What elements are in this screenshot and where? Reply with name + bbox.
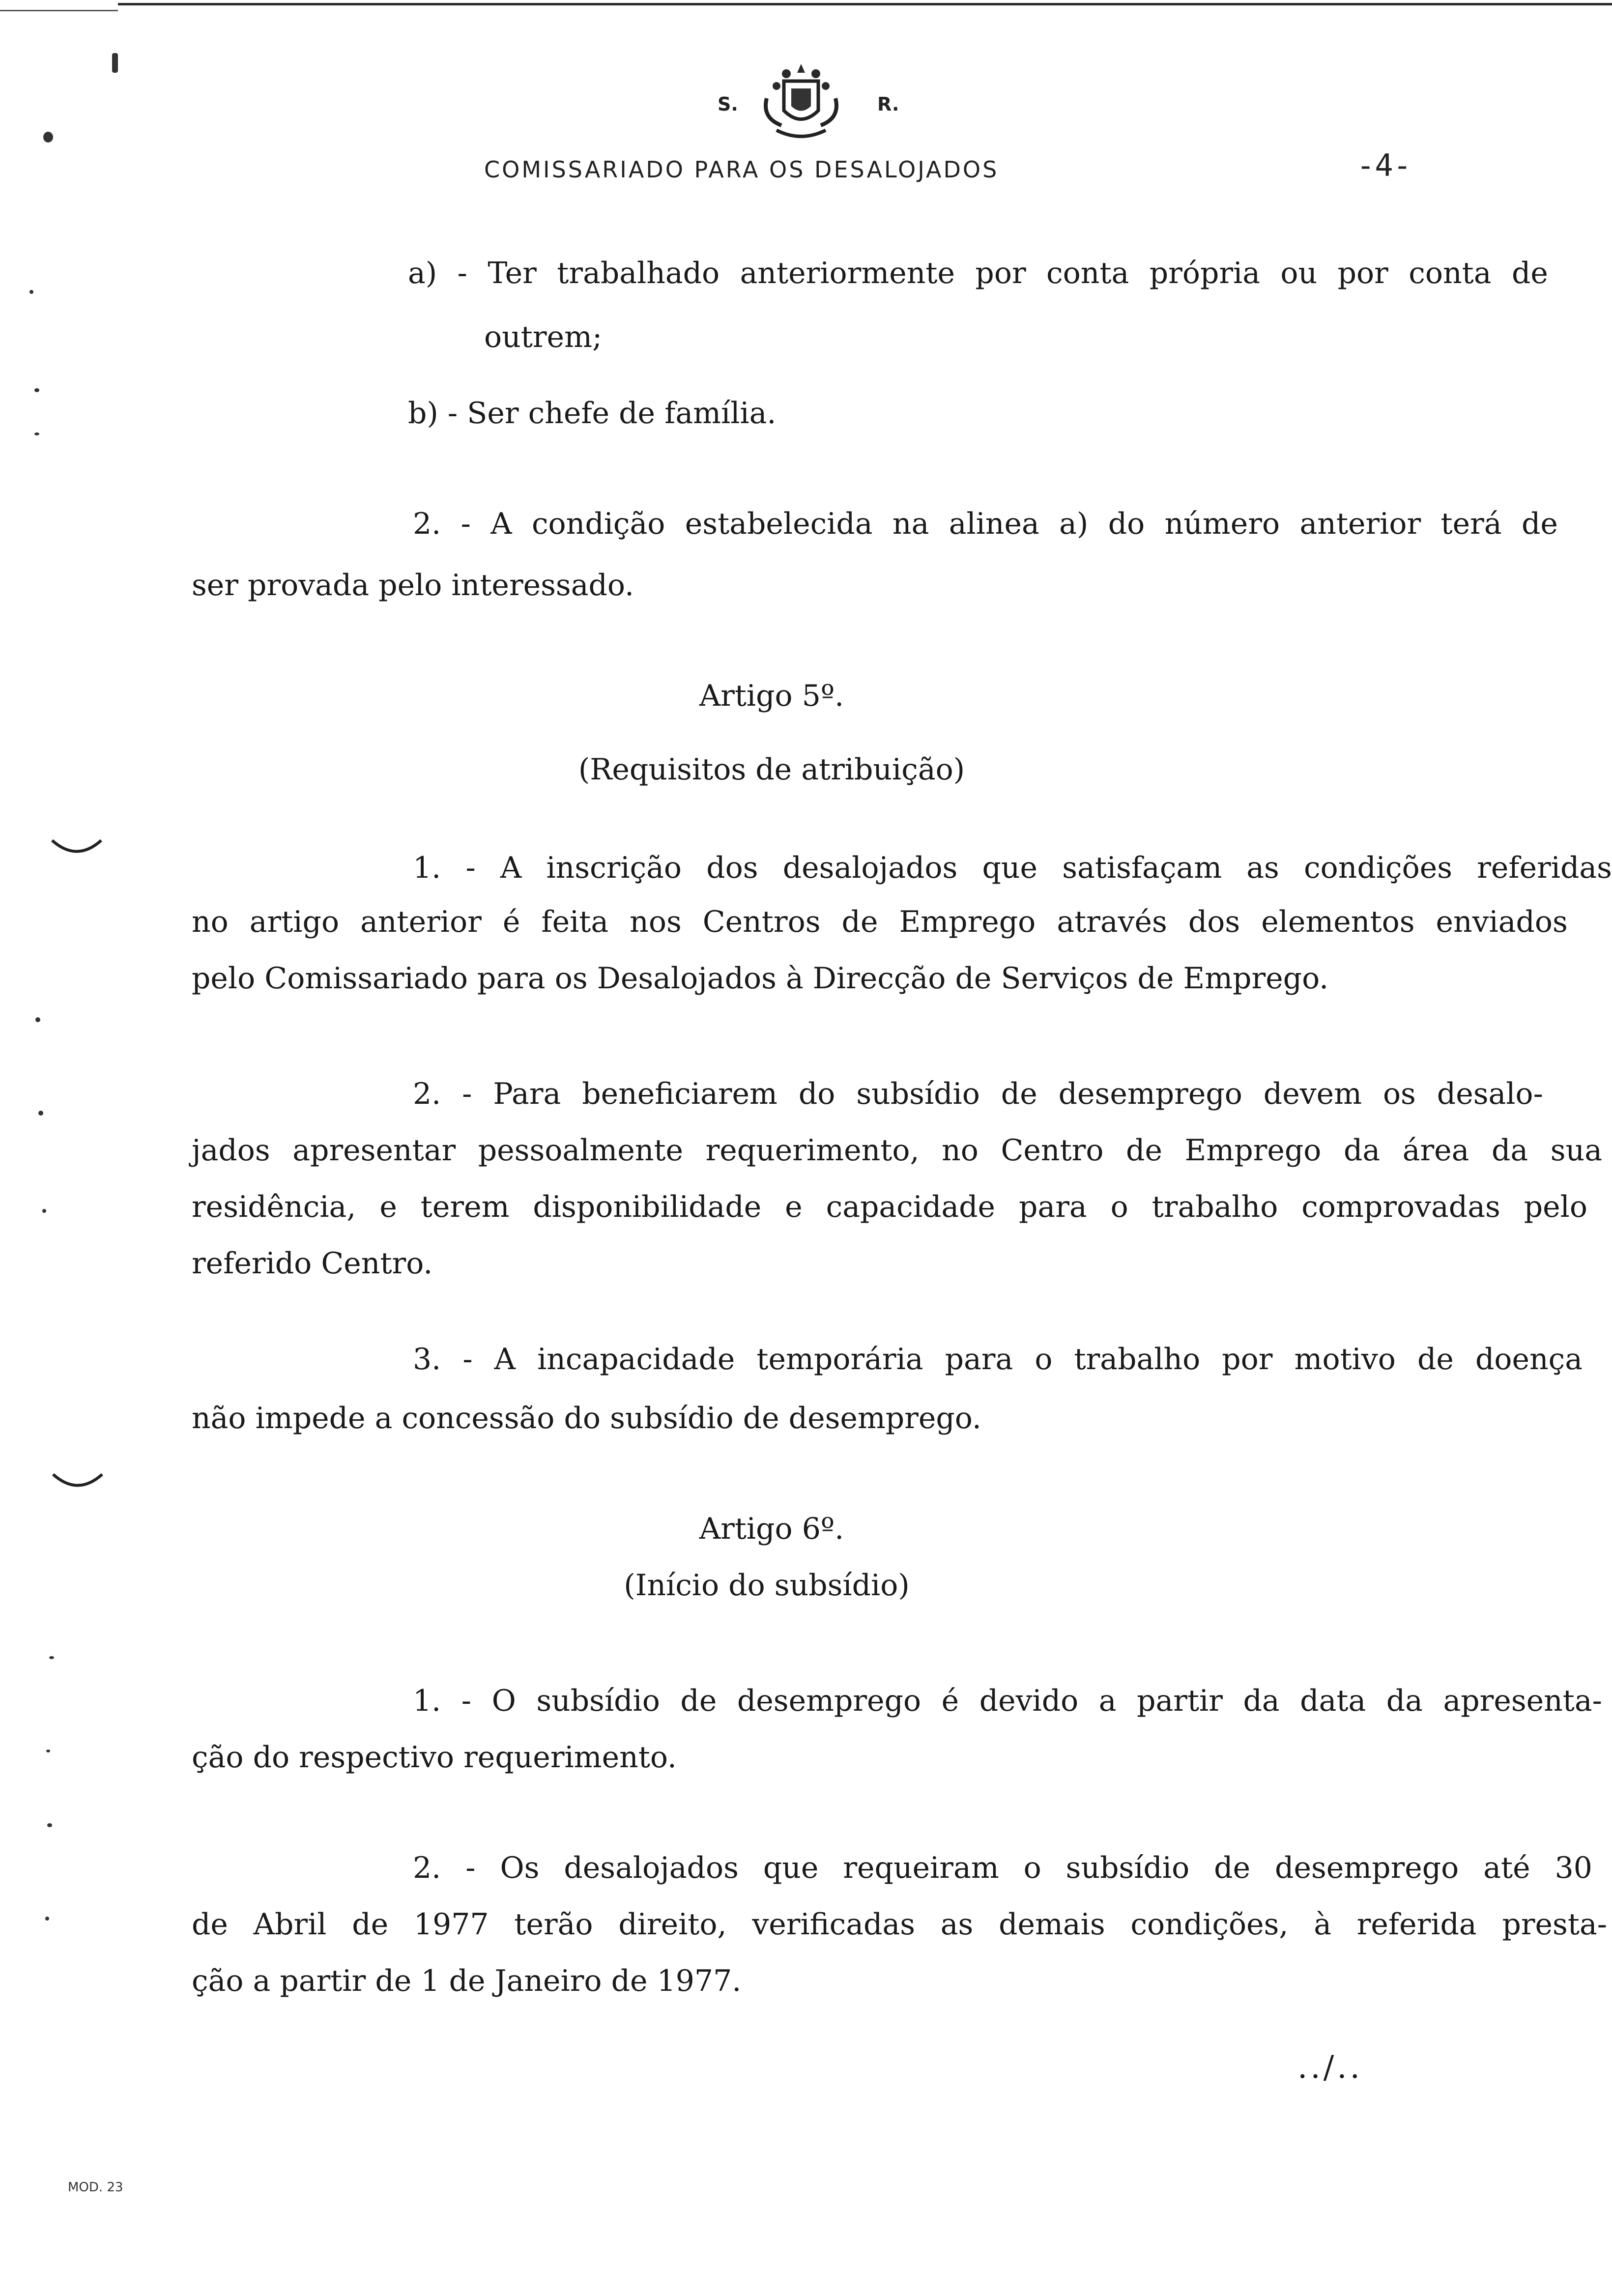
binding-mark xyxy=(45,1917,49,1921)
artigo-6-subtitle: (Início do subsídio) xyxy=(624,1568,910,1603)
binder-hole-curve xyxy=(48,1464,107,1499)
letterhead-right-initial: R. xyxy=(877,93,899,115)
art5-paragraph-2-line4: referido Centro. xyxy=(192,1246,433,1281)
artigo-6-title: Artigo 6º. xyxy=(699,1512,844,1546)
art6-paragraph-2-line1: 2. - Os desalojados que requeiram o subsídio de desemprego até 30 xyxy=(413,1851,1592,1885)
artigo-5-subtitle: (Requisitos de atribuição) xyxy=(578,752,965,787)
art5-paragraph-1-line1: 1. - A inscrição dos desalojados que satisfaçam as condições referidas xyxy=(413,851,1612,885)
binding-mark xyxy=(49,1656,54,1659)
binding-mark xyxy=(43,132,53,143)
item-b: b) - Ser chefe de família. xyxy=(408,396,777,430)
binding-mark xyxy=(35,1017,40,1022)
binding-mark xyxy=(42,1209,46,1213)
item-a-line1: a) - Ter trabalhado anteriormente por conta própria ou por conta de xyxy=(408,256,1548,290)
art4-paragraph-2-line1: 2. - A condição estabelecida na alinea a) do número anterior terá de xyxy=(413,507,1558,541)
continuation-mark: ../.. xyxy=(1297,2049,1363,2086)
art6-paragraph-1-line1: 1. - O subsídio de desemprego é devido a partir da data da apresenta- xyxy=(413,1684,1602,1718)
item-a-line2: outrem; xyxy=(484,320,603,354)
binding-mark xyxy=(34,388,39,392)
page-number: -4- xyxy=(1356,147,1411,183)
coat-of-arms-icon xyxy=(757,59,845,143)
form-code: MOD. 23 xyxy=(68,2180,123,2195)
binding-mark xyxy=(47,1823,52,1827)
binding-mark xyxy=(29,290,33,294)
art5-paragraph-2-line1: 2. - Para beneficiarem do subsídio de desemprego devem os desalo- xyxy=(413,1077,1543,1111)
art6-paragraph-2-line3: ção a partir de 1 de Janeiro de 1977. xyxy=(192,1964,742,1998)
art6-paragraph-2-line2: de Abril de 1977 terão direito, verificadas as demais condições, à referida presta- xyxy=(192,1907,1607,1942)
top-rule xyxy=(118,3,1612,5)
art5-paragraph-1-line2: no artigo anterior é feita nos Centros de Emprego através dos elementos enviados xyxy=(192,905,1568,939)
binding-mark xyxy=(38,1111,43,1116)
binding-mark xyxy=(112,53,118,73)
binding-mark xyxy=(46,1750,50,1752)
binder-hole-curve xyxy=(47,831,106,865)
art5-paragraph-1-line3: pelo Comissariado para os Desalojados à Direcção de Serviços de Emprego. xyxy=(192,961,1329,996)
artigo-5-title: Artigo 5º. xyxy=(699,679,844,713)
art4-paragraph-2-line2: ser provada pelo interessado. xyxy=(192,568,634,603)
art5-paragraph-2-line3: residência, e terem disponibilidade e capacidade para o trabalho comprovadas pelo xyxy=(192,1190,1587,1224)
art5-paragraph-3-line1: 3. - A incapacidade temporária para o trabalho por motivo de doença xyxy=(413,1342,1583,1377)
top-rule-left xyxy=(0,10,118,11)
art5-paragraph-3-line2: não impede a concessão do subsídio de desemprego. xyxy=(192,1401,981,1435)
binding-mark xyxy=(34,432,39,435)
letterhead-office-title: COMISSARIADO PARA OS DESALOJADOS xyxy=(484,156,999,183)
art6-paragraph-1-line2: ção do respectivo requerimento. xyxy=(192,1740,677,1775)
letterhead-left-initial: S. xyxy=(718,93,738,115)
art5-paragraph-2-line2: jados apresentar pessoalmente requerimento, no Centro de Emprego da área da sua xyxy=(192,1133,1602,1168)
